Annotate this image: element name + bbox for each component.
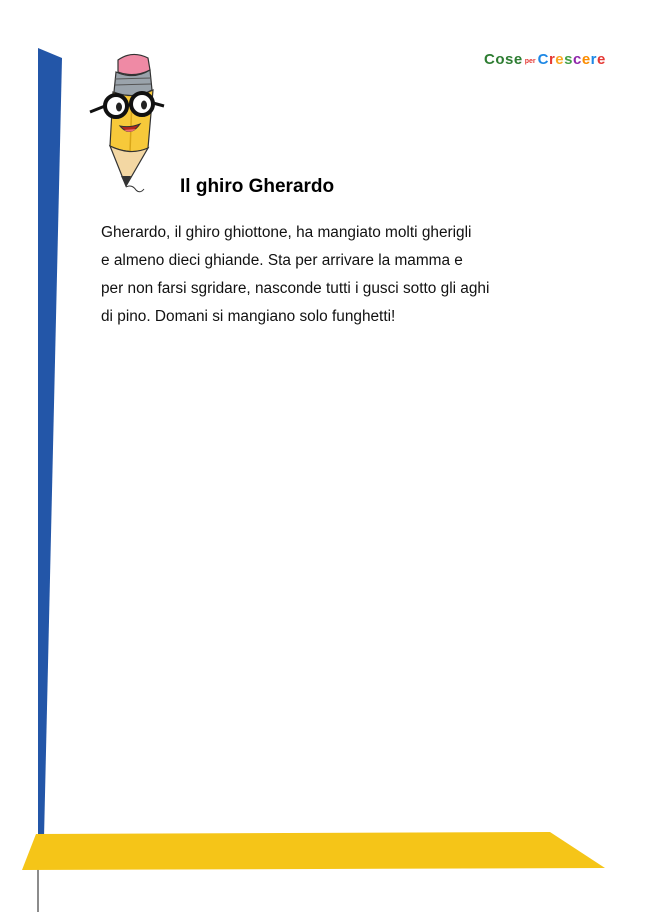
brand-word-2: per xyxy=(524,58,536,65)
brand-word-1: Cose xyxy=(484,51,523,68)
story-line: di pino. Domani si mangiano solo funghetti! xyxy=(101,308,396,325)
story-text xyxy=(101,219,601,331)
story-line: per non farsi sgridare, nasconde tutti i gusci sotto gli aghi xyxy=(101,280,490,297)
brand-logo xyxy=(484,52,606,68)
brand-word-3: Crescere xyxy=(537,51,606,68)
story-line: e almeno dieci ghiande. Sta per arrivare la mamma e xyxy=(101,252,463,269)
story-line: Gherardo, il ghiro ghiottone, ha mangiato molti gherigli xyxy=(101,224,472,241)
story-title: Il ghiro Gherardo xyxy=(180,176,335,197)
pencil-mascot-icon xyxy=(80,48,170,198)
yellow-bottom-bar xyxy=(22,832,605,870)
blue-side-bar xyxy=(38,48,62,838)
